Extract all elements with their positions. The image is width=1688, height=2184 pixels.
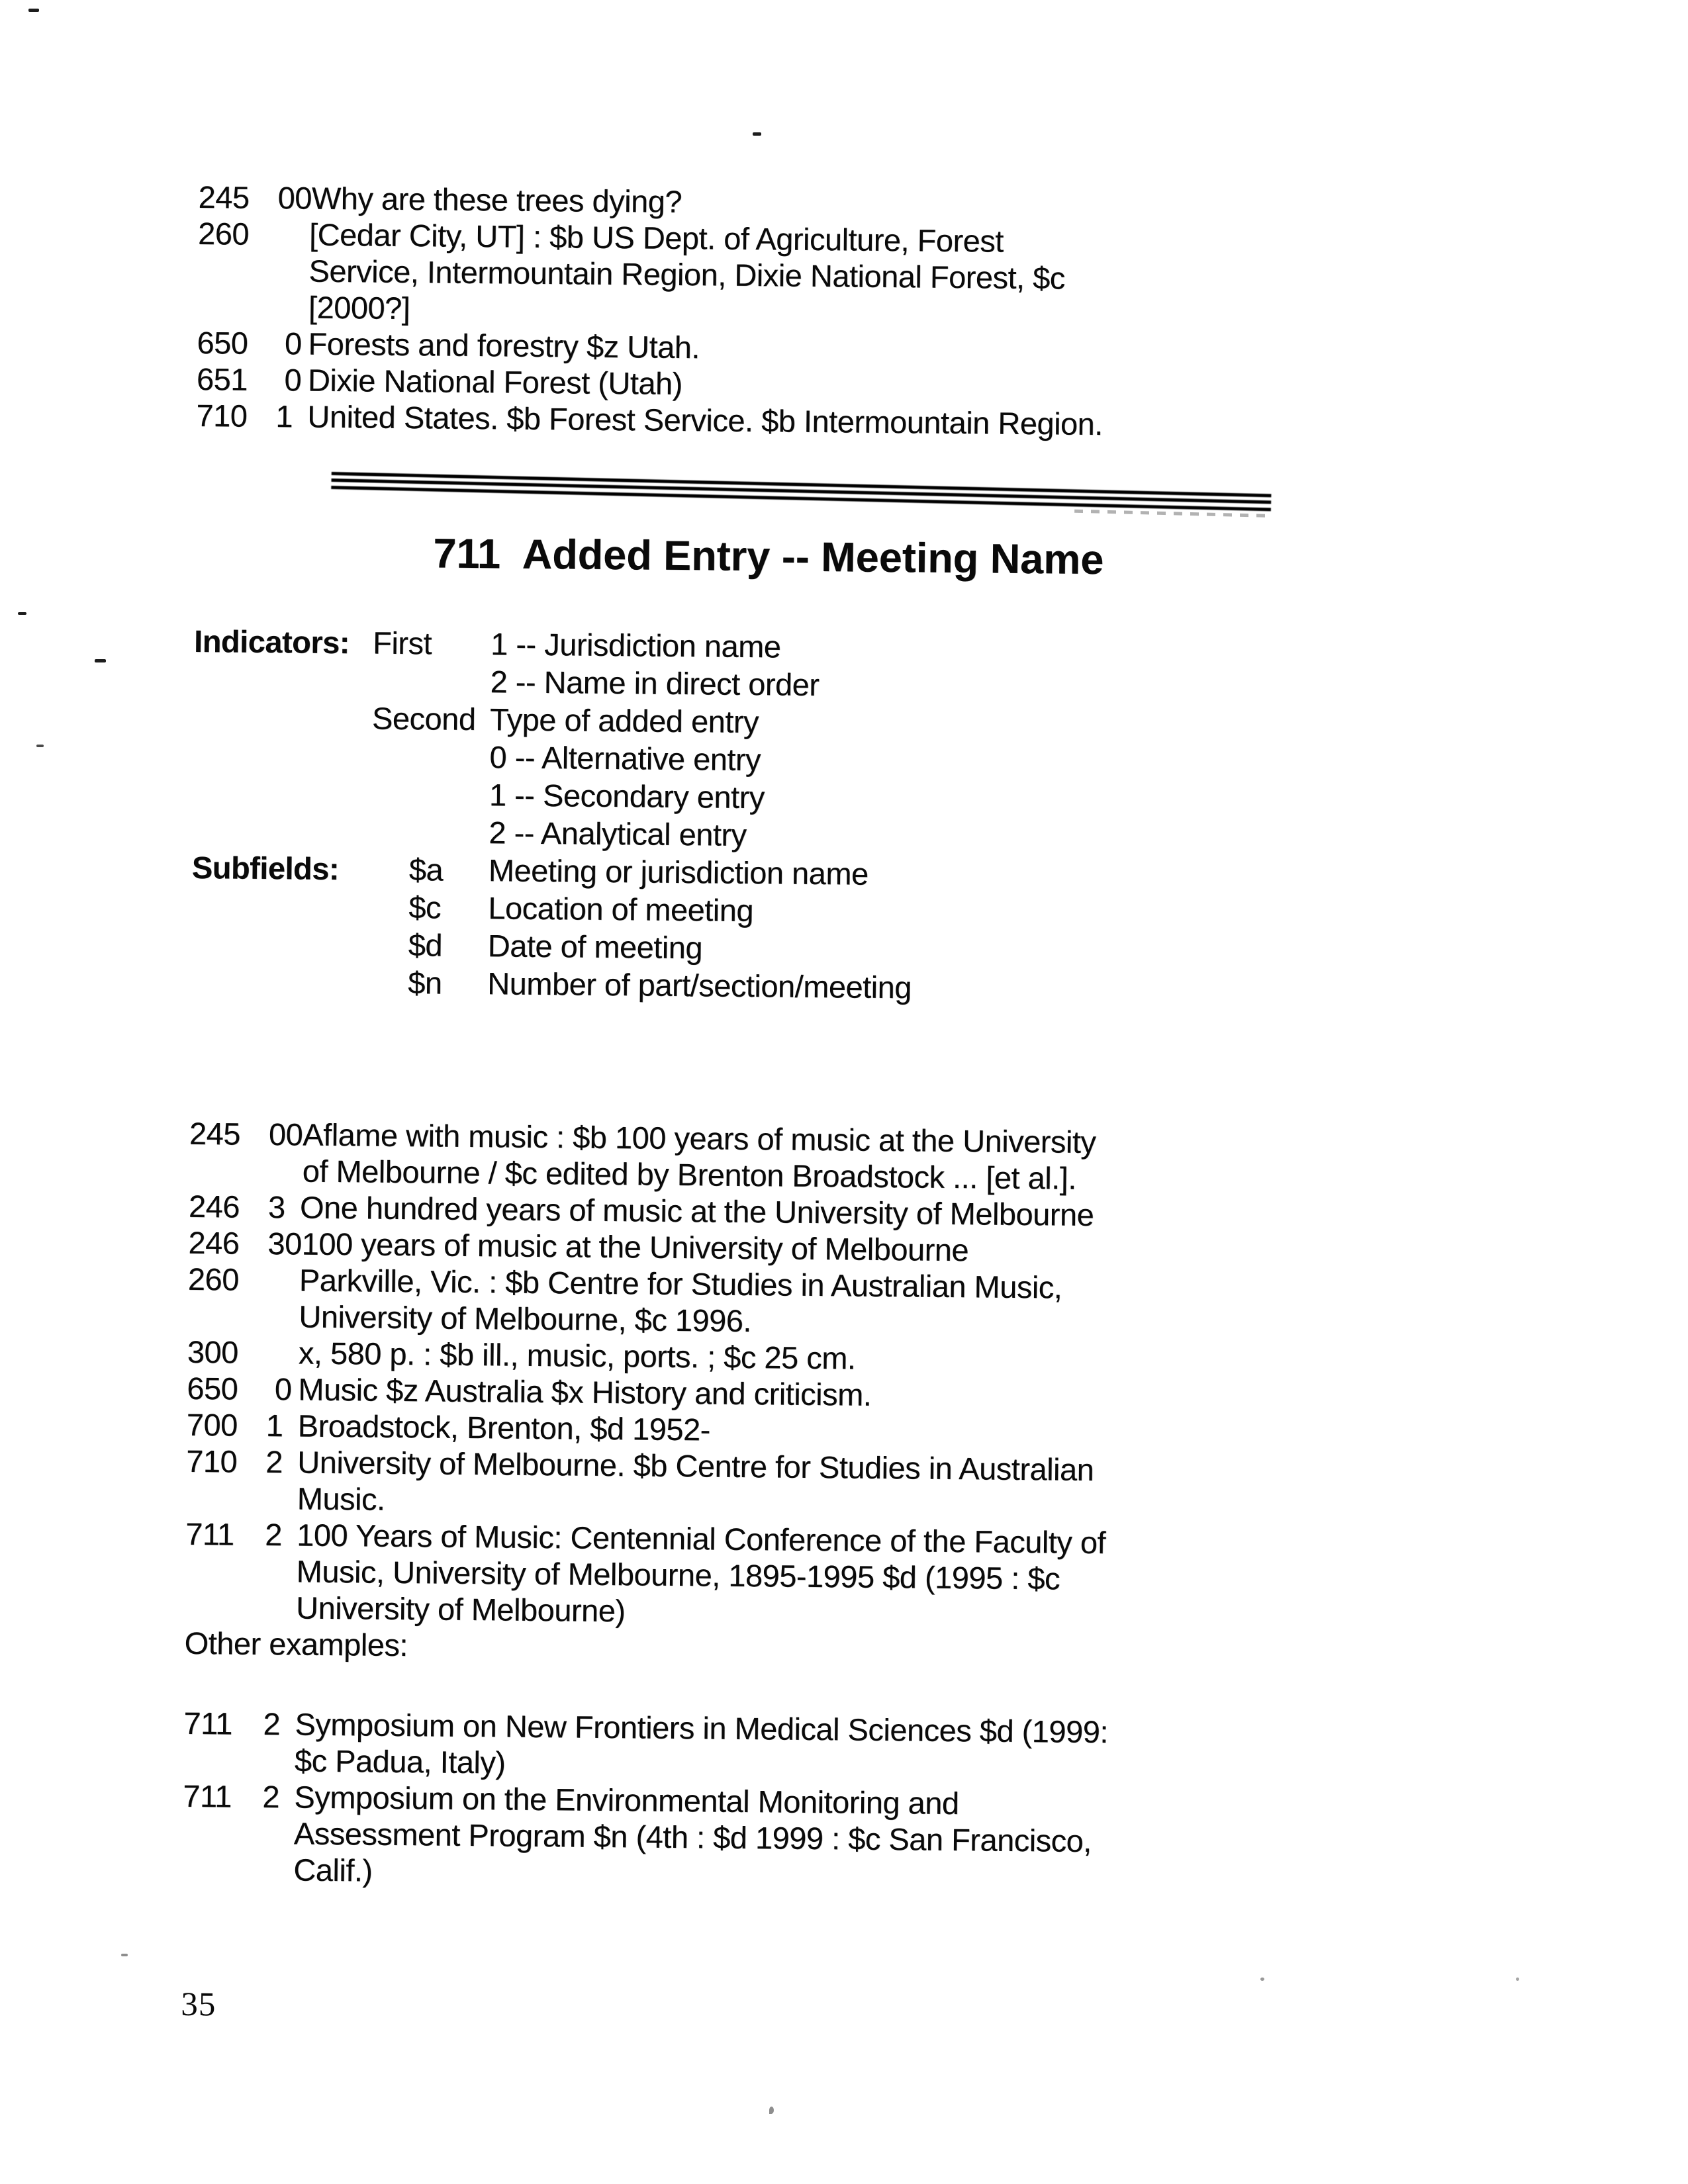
subfield-row <box>191 962 912 1006</box>
marc-field-text <box>293 1779 1107 1896</box>
marc-indicators: 0 <box>266 1371 292 1407</box>
marc-line: Aflame with music : $b 100 years of music at the University <box>303 1116 1096 1160</box>
marc-indicators: 2 <box>263 1706 281 1742</box>
marc-line: University of Melbourne, $c 1996. <box>299 1298 752 1339</box>
marc-tag: 245 <box>189 1115 241 1152</box>
indicator-row <box>193 660 914 704</box>
marc-tag: 260 <box>187 1261 240 1297</box>
subfields-label: Subfields: <box>191 849 340 887</box>
scan-speck <box>753 132 761 136</box>
indicator-row <box>193 698 914 742</box>
subfield-row <box>191 886 912 931</box>
divider-scan-residue <box>1074 510 1270 518</box>
marc-field-row <box>182 1778 1107 1895</box>
marc-indicators: 00 <box>277 180 312 216</box>
scan-speck <box>1516 1978 1519 1981</box>
marc-tag: 246 <box>188 1188 240 1224</box>
marc-line: Symposium on New Frontiers in Medical Sciences $d (1999: <box>295 1706 1109 1750</box>
indicator-row <box>193 773 914 817</box>
page-number: 35 <box>181 1985 216 2024</box>
subfield-code: $d <box>408 927 443 963</box>
subfield-code: $n <box>408 965 442 1001</box>
indicator-row <box>194 622 915 666</box>
marc-line: United States. $b Forest Service. $b Intermountain Region. <box>307 398 1103 442</box>
subfield-desc: Location of meeting <box>488 890 754 929</box>
indicator-value: 1 -- Secondary entry <box>489 777 765 815</box>
marc-line: [Cedar City, UT] : $b US Dept. of Agriculture, Forest <box>308 216 1004 259</box>
indicator-position-label: First <box>372 625 432 661</box>
scan-speck <box>769 2107 774 2114</box>
marc-line: x, 580 p. : $b ill., music, ports. ; $c 25 cm. <box>298 1335 856 1376</box>
indicators-label: Indicators: <box>193 623 350 660</box>
marc-tag: 651 <box>196 361 248 397</box>
marc-indicators: 0 <box>276 326 302 361</box>
indicator-value: 0 -- Alternative entry <box>489 739 761 778</box>
marc-indicators: 3 <box>267 1189 285 1225</box>
indicator-value: 2 -- Name in direct order <box>490 664 820 703</box>
marc-indicators: 2 <box>262 1779 280 1815</box>
marc-tag: 246 <box>188 1224 240 1261</box>
marc-tag: 711 <box>185 1516 234 1552</box>
marc-indicators: 00 <box>268 1116 303 1152</box>
marc-field-text <box>299 1262 1108 1343</box>
marc-tag: 245 <box>198 179 250 215</box>
marc-line: of Melbourne / $c edited by Brenton Broadstock ... [et al.]. <box>302 1153 1077 1196</box>
marc-tag: 710 <box>186 1443 238 1479</box>
marc-line: University of Melbourne. $b Centre for Studies in Australian <box>297 1444 1094 1488</box>
marc-field-row <box>196 397 1103 442</box>
marc-line: One hundred years of music at the University of Melbourne <box>299 1189 1094 1233</box>
marc-tag: 710 <box>196 397 248 433</box>
marc-field-text <box>297 1444 1107 1525</box>
subfield-desc: Date of meeting <box>487 928 703 966</box>
marc-line: 100 Years of Music: Centennial Conference of the Faculty of <box>296 1517 1106 1561</box>
other-examples-label: Other examples: <box>184 1625 408 1663</box>
marc-tag: 711 <box>183 1778 232 1814</box>
marc-line: [2000?] <box>308 289 410 326</box>
scan-speck <box>36 745 44 747</box>
subfield-code: $a <box>408 852 444 887</box>
subfield-row <box>192 848 913 893</box>
subfield-code: $c <box>408 889 442 925</box>
marc-line: Music $z Australia $x History and criticism. <box>298 1371 872 1412</box>
scan-speck <box>18 612 26 615</box>
marc-field-row <box>185 1516 1105 1633</box>
scan-speck <box>95 659 106 662</box>
indicator-value: 2 -- Analytical entry <box>489 815 747 852</box>
marc-field-text <box>308 216 1105 334</box>
marc-indicators: 30 <box>267 1226 303 1261</box>
marc-field-text <box>296 1517 1105 1634</box>
marc-indicators: 1 <box>265 1408 283 1443</box>
marc-indicators: 1 <box>275 398 293 434</box>
marc-field-row <box>186 1443 1107 1524</box>
indicator-row <box>193 735 914 780</box>
marc-field-text <box>307 398 1103 443</box>
marc-tag: 700 <box>186 1406 238 1443</box>
scan-speck <box>121 1954 128 1956</box>
marc-field-row <box>183 1705 1108 1786</box>
marc-line: Forests and forestry $z Utah. <box>308 326 700 365</box>
marc-tag: 650 <box>197 324 248 361</box>
marc-line: 100 years of music at the University of Melbourne <box>301 1226 969 1268</box>
marc-indicators: 0 <box>275 362 302 398</box>
marc-line: Why are these trees dying? <box>311 180 682 220</box>
marc-tag: 300 <box>187 1334 239 1370</box>
marc-record-music <box>185 1115 1109 1633</box>
marc-indicators: 2 <box>265 1444 283 1480</box>
marc-record-forest <box>196 179 1105 442</box>
marc-line: Assessment Program $n (4th : $d 1999 : $c San Francisco, <box>293 1815 1092 1859</box>
indicator-value: 1 -- Jurisdiction name <box>490 626 781 664</box>
subfield-row <box>191 924 912 968</box>
marc-line: Parkville, Vic. : $b Centre for Studies in Australian Music, <box>299 1262 1062 1305</box>
marc-line: Music, University of Melbourne, 1895-1995 $d (1995 : $c <box>296 1553 1060 1596</box>
marc-line: Symposium on the Environmental Monitoring and <box>294 1779 959 1821</box>
marc-line: Broadstock, Brenton, $d 1952- <box>297 1408 711 1447</box>
indicators-subfields-block <box>191 622 915 1006</box>
section-divider-rule <box>331 472 1271 511</box>
marc-line: Calif.) <box>293 1852 373 1888</box>
scan-speck <box>1260 1978 1264 1981</box>
marc-line: Music. <box>297 1480 385 1517</box>
indicator-position-label: Second <box>371 700 476 737</box>
other-examples-block <box>182 1705 1108 1895</box>
marc-field-row <box>189 1115 1109 1197</box>
marc-tag: 711 <box>183 1705 233 1741</box>
marc-line: University of Melbourne) <box>295 1590 626 1629</box>
marc-indicators: 2 <box>264 1517 283 1553</box>
marc-field-text <box>303 1116 1110 1197</box>
subfield-desc: Number of part/section/meeting <box>487 966 912 1005</box>
scan-speck <box>28 9 39 12</box>
indicator-group-heading: Type of added entry <box>489 702 759 740</box>
marc-tag: 650 <box>187 1370 238 1406</box>
marc-field-row <box>197 215 1105 333</box>
subfield-desc: Meeting or jurisdiction name <box>488 852 868 891</box>
section-heading: 711 Added Entry -- Meeting Name <box>433 530 1104 584</box>
marc-line: Service, Intermountain Region, Dixie National Forest, $c <box>308 253 1066 296</box>
indicator-row <box>192 811 913 855</box>
marc-field-row <box>187 1261 1108 1342</box>
marc-field-text <box>295 1706 1108 1787</box>
marc-tag: 260 <box>197 215 250 251</box>
marc-line: $c Padua, Italy) <box>294 1743 506 1780</box>
marc-line: Dixie National Forest (Utah) <box>307 362 683 402</box>
